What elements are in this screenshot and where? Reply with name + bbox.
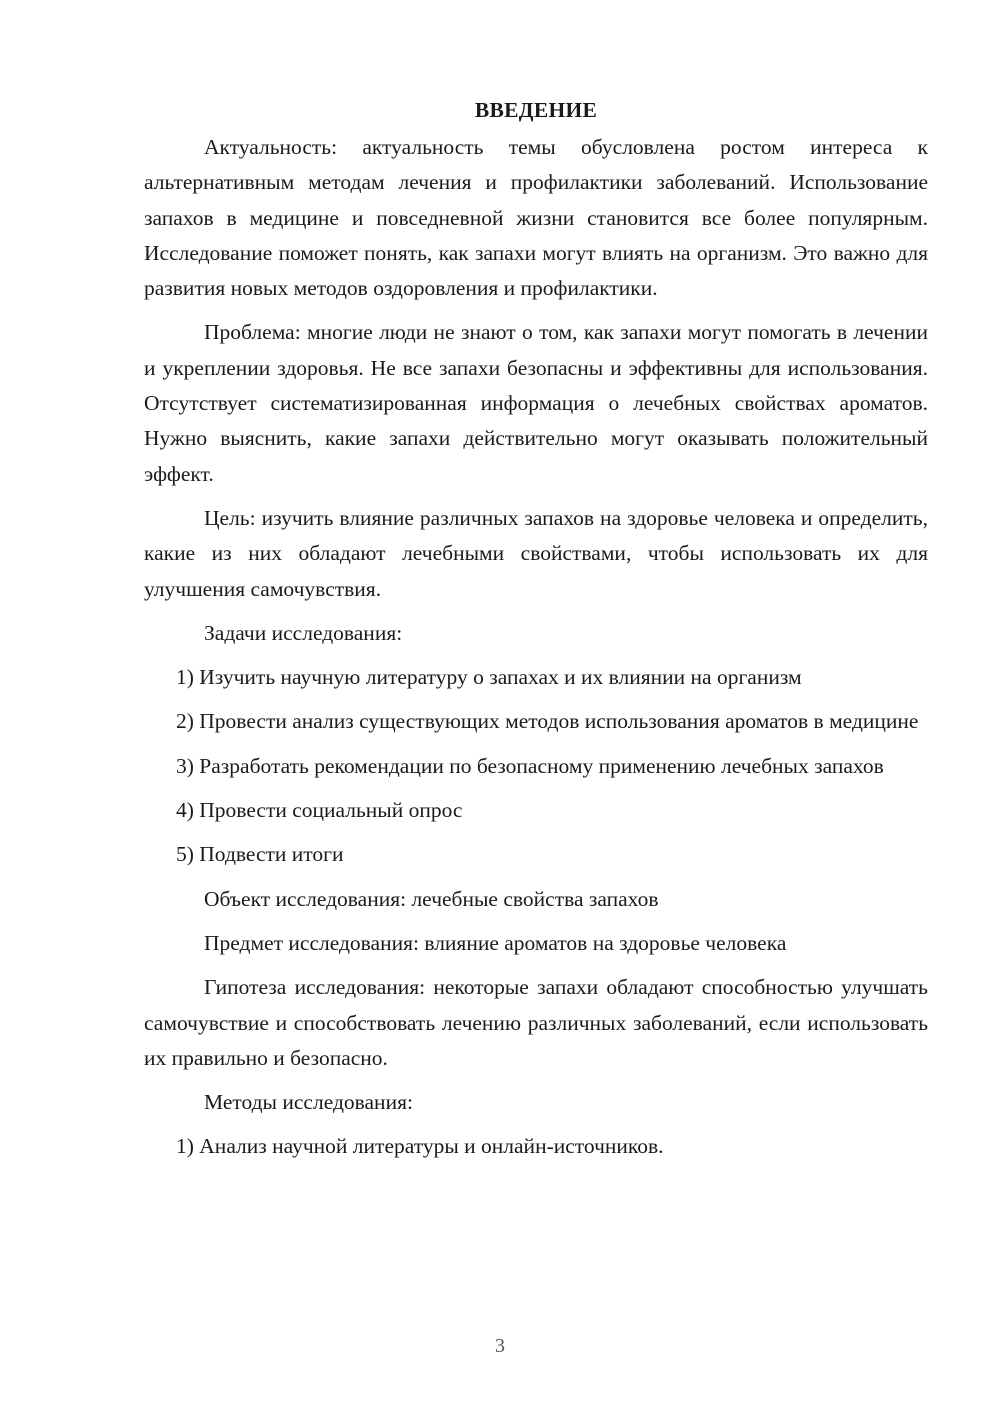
task-item: 2) Провести анализ существующих методов использования ароматов в медицине — [176, 709, 919, 734]
object-line: Объект исследования: лечебные свойства запахов — [204, 886, 659, 911]
subject-line: Предмет исследования: влияние ароматов на здоровье человека — [204, 930, 787, 955]
method-item: 1) Анализ научной литературы и онлайн-источников. — [176, 1134, 664, 1159]
relevance-paragraph: Актуальность: актуальность темы обусловлена ростом интереса к альтернативным методам лечения и профилактики заболеваний. Использование запахов в медицине и повседневной жизни становится все более популярным. Исследование поможет понять, как запахи могут влиять на организм. Это важно для развития новых методов оздоровления и профилактики. — [144, 135, 928, 301]
task-item: 5) Подвести итоги — [176, 842, 344, 867]
page-content — [144, 94, 928, 1174]
tasks-heading: Задачи исследования: — [204, 620, 403, 645]
task-item: 4) Провести социальный опрос — [176, 798, 463, 823]
page-number: 3 — [495, 1335, 505, 1357]
goal-paragraph: Цель: изучить влияние различных запахов на здоровье человека и определить, какие из них обладают лечебными свойствами, чтобы использовать их для улучшения самочувствия. — [144, 505, 928, 601]
section-title: ВВЕДЕНИЕ — [474, 98, 598, 122]
task-item: 3) Разработать рекомендации по безопасному применению лечебных запахов — [176, 753, 884, 778]
task-item: 1) Изучить научную литературу о запахах и их влиянии на организм — [176, 665, 802, 690]
problem-paragraph: Проблема: многие люди не знают о том, как запахи могут помогать в лечении и укреплении здоровья. Не все запахи безопасны и эффективны для использования. Отсутствует систематизированная информация о лечебных свойствах ароматов. Нужно выяснить, какие запахи действительно могут оказывать положительный эффект. — [144, 320, 928, 486]
methods-heading: Методы исследования: — [204, 1090, 413, 1115]
hypothesis-paragraph: Гипотеза исследования: некоторые запахи обладают способностью улучшать самочувствие и способствовать лечению различных заболеваний, если использовать их правильно и безопасно. — [144, 975, 928, 1070]
